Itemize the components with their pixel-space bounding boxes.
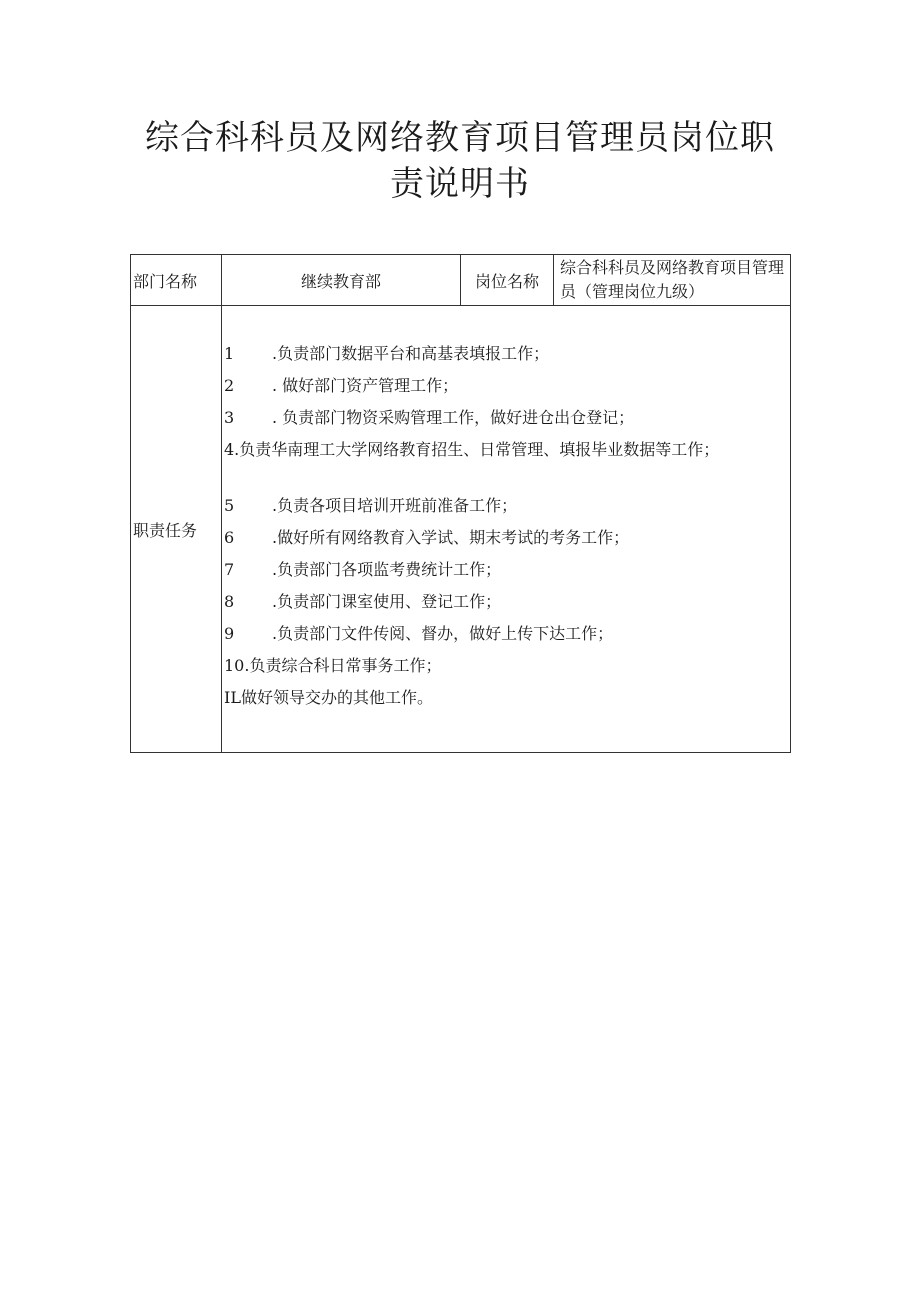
duty-item [224, 590, 786, 614]
duty-number: 8 [224, 592, 235, 611]
document-title-line-2: 责说明书 [390, 164, 530, 204]
duty-number: 6 [224, 528, 235, 547]
duty-item [224, 654, 786, 678]
duty-item [224, 494, 786, 518]
duty-text: IL做好领导交办的其他工作。 [224, 688, 433, 707]
duty-item [224, 342, 786, 366]
duties-cell [222, 306, 791, 753]
duties-label: 职责任务 [131, 306, 222, 753]
job-description-table [130, 254, 791, 753]
duty-item [224, 558, 786, 582]
header-row [131, 255, 791, 306]
duty-item [224, 526, 786, 550]
duty-item [224, 374, 786, 398]
duty-text: .负责部门数据平台和高基表填报工作； [272, 344, 550, 363]
document-title-line-1: 综合科科员及网络教育项目管理员岗位职 [145, 118, 775, 158]
duty-text: . 负责部门物资采购管理工作，做好进仓出仓登记； [272, 408, 635, 427]
duty-number: 5 [224, 496, 235, 515]
position-value: 综合科科员及网络教育项目管理员（管理岗位九级） [554, 255, 791, 306]
duty-text: . 做好部门资产管理工作； [272, 376, 459, 395]
duty-item [224, 406, 786, 430]
department-value: 继续教育部 [222, 255, 461, 306]
duty-text: 10.负责综合科日常事务工作； [224, 656, 442, 675]
duty-text: .负责部门文件传阅、督办，做好上传下达工作； [272, 624, 614, 643]
duties-row [131, 306, 791, 753]
duty-number: 1 [224, 344, 235, 363]
duty-number: 2 [224, 376, 235, 395]
duty-text: .做好所有网络教育入学试、期末考试的考务工作； [272, 528, 630, 547]
duty-item [224, 438, 786, 462]
duty-number: 3 [224, 408, 235, 427]
duty-number: 9 [224, 624, 235, 643]
duties-list [222, 306, 790, 752]
position-label: 岗位名称 [461, 255, 554, 306]
duty-text: .负责部门各项监考费统计工作； [272, 560, 502, 579]
duty-text: .负责部门课室使用、登记工作； [272, 592, 502, 611]
duty-number: 7 [224, 560, 235, 579]
duty-text: .负责各项目培训开班前准备工作； [272, 496, 518, 515]
duty-item [224, 622, 786, 646]
duty-item [224, 686, 786, 710]
department-label: 部门名称 [131, 255, 222, 306]
duty-text: 4.负责华南理工大学网络教育招生、日常管理、填报毕业数据等工作； [224, 440, 720, 459]
